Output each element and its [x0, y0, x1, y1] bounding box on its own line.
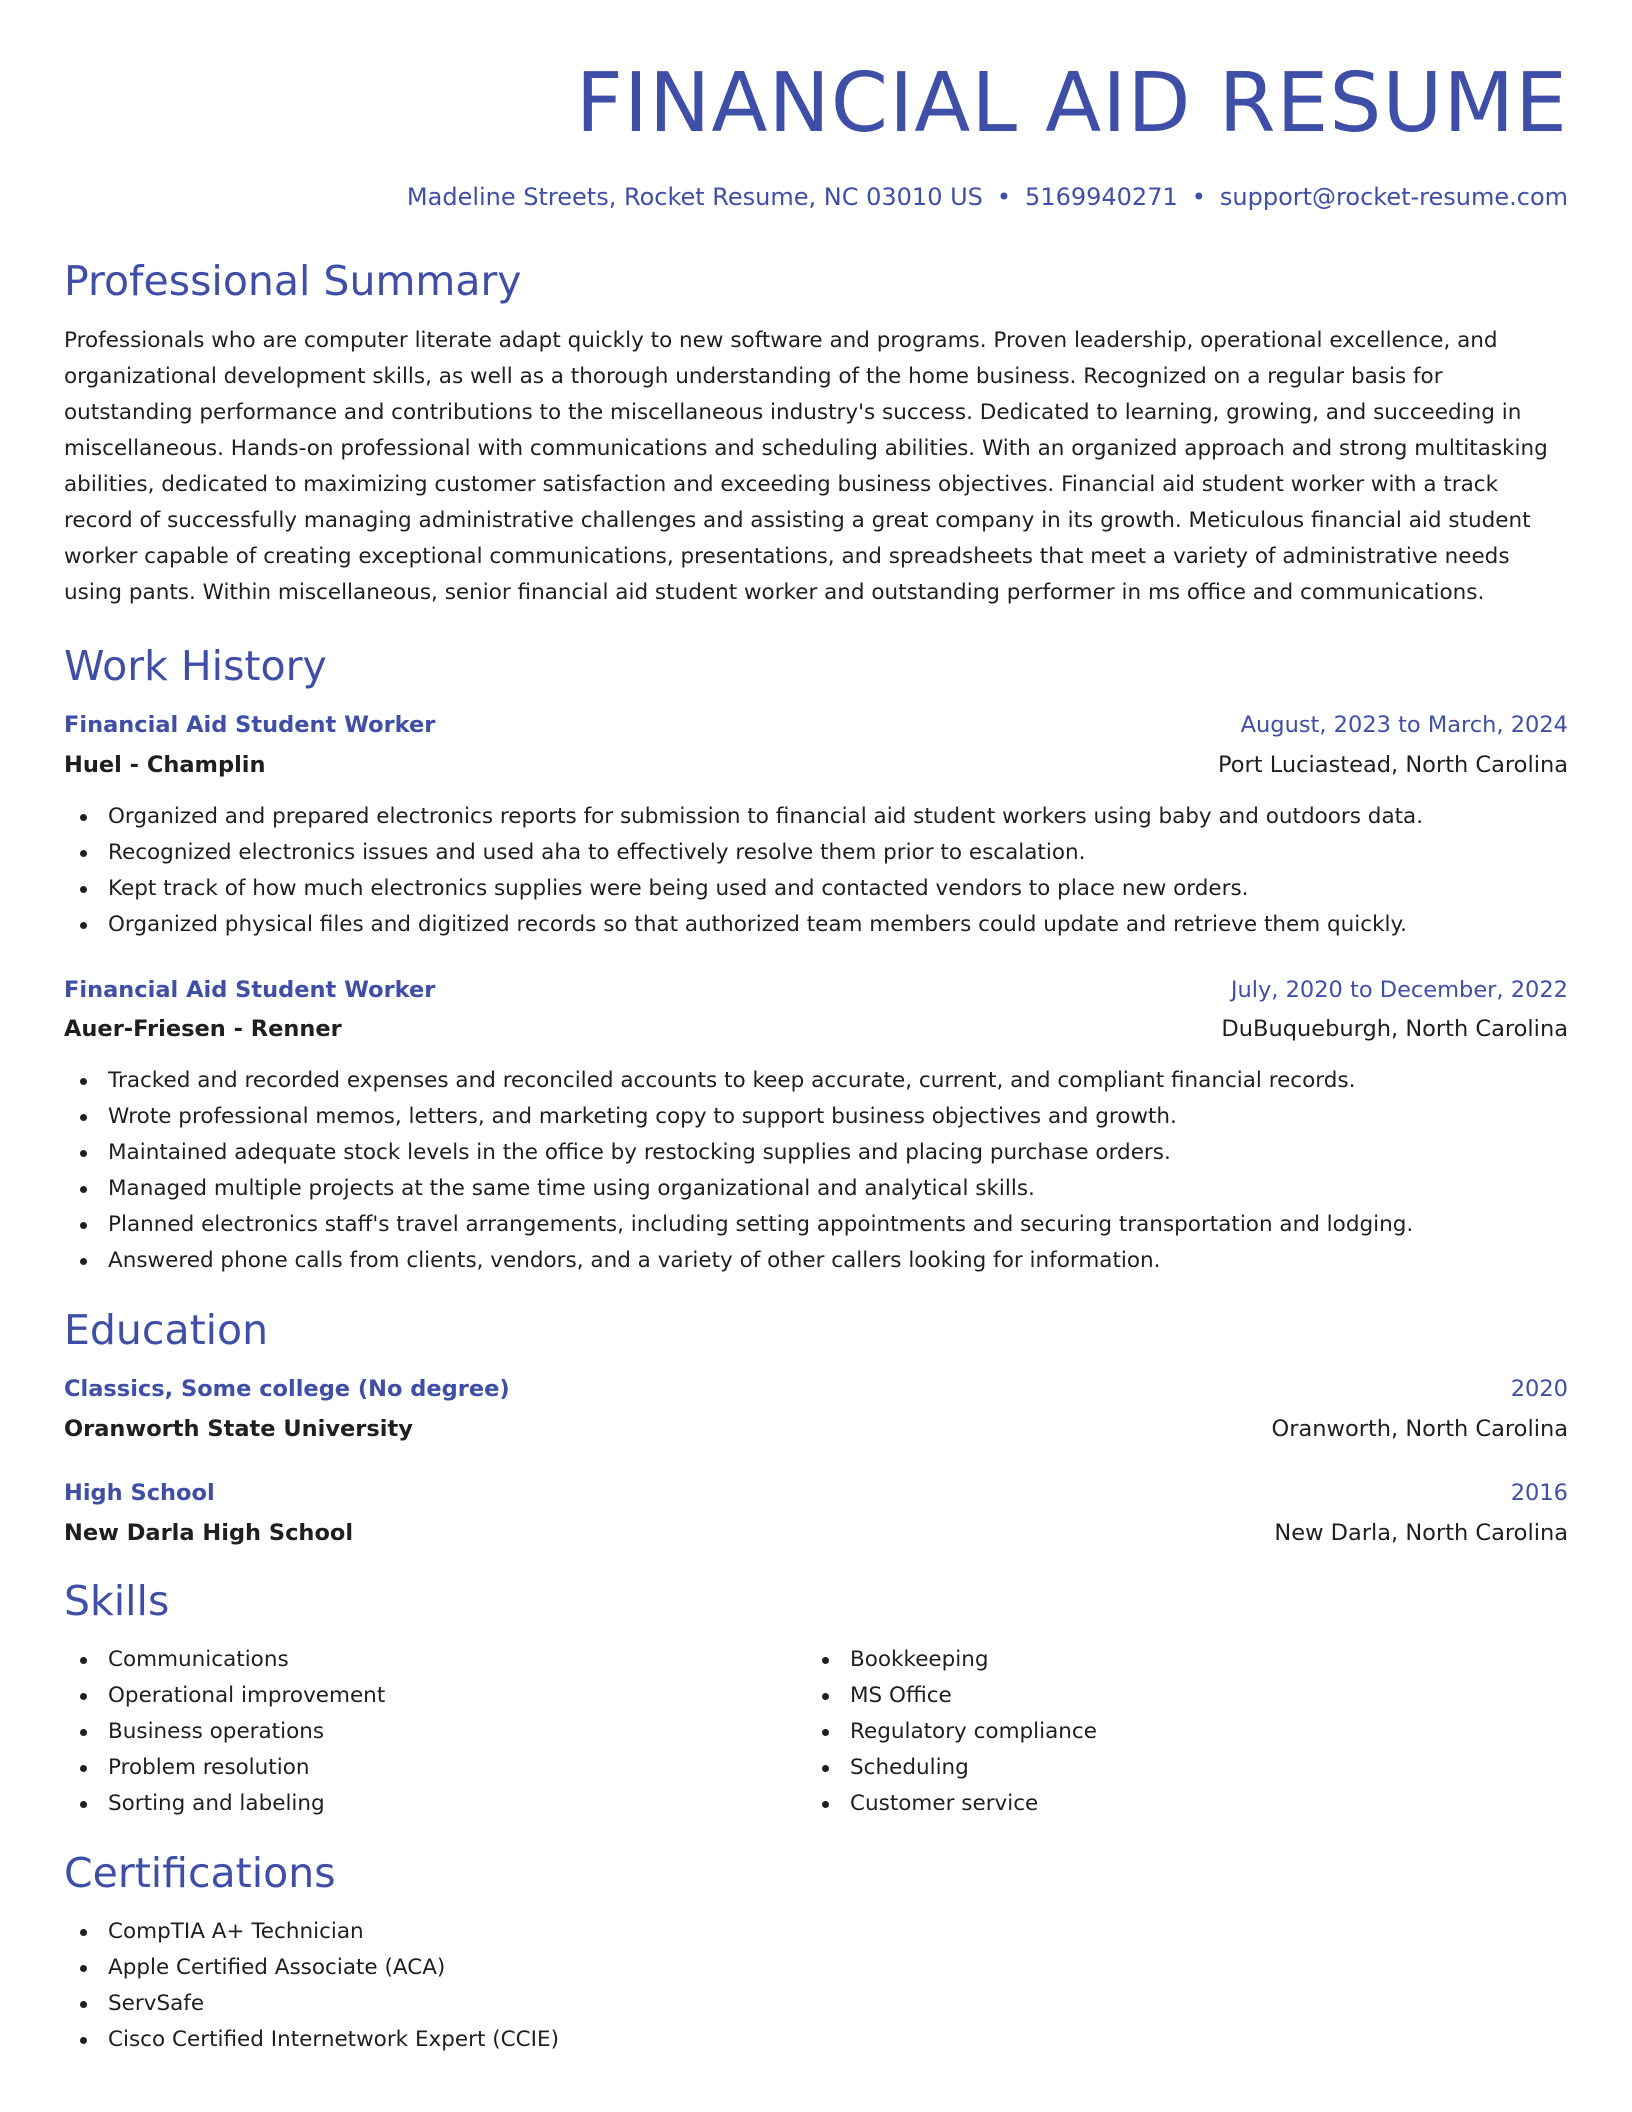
- job-dates: July, 2020 to December, 2022: [1230, 977, 1568, 1003]
- skill-item: MS Office: [806, 1678, 1548, 1714]
- education-year: 2016: [1510, 1480, 1568, 1506]
- education-location: New Darla, North Carolina: [1274, 1520, 1568, 1546]
- list-item: Recognized electronics issues and used aha to effectively resolve them prior to escalation.: [64, 835, 1568, 871]
- skills-columns: [64, 1642, 1568, 1822]
- skill-item: Communications: [64, 1642, 806, 1678]
- section-title-education: Education: [64, 1306, 269, 1354]
- education-entry: [64, 1476, 1568, 1550]
- job-bullets: [64, 799, 1568, 943]
- skills-list-right: [806, 1642, 1548, 1822]
- contact-info: [64, 182, 1568, 212]
- list-item: Managed multiple projects at the same time using organizational and analytical skills.: [64, 1171, 1568, 1207]
- job-bullets: [64, 1063, 1568, 1279]
- skill-item: Problem resolution: [64, 1750, 806, 1786]
- education-school: New Darla High School: [64, 1520, 354, 1546]
- list-item: Planned electronics staff's travel arrangements, including setting appointments and securing transportation and lodging.: [64, 1207, 1568, 1243]
- list-item: Answered phone calls from clients, vendors, and a variety of other callers looking for information.: [64, 1243, 1568, 1279]
- resume-title: FINANCIAL AID RESUME: [575, 56, 1568, 151]
- job-title: Financial Aid Student Worker: [64, 712, 436, 738]
- contact-address: Madeline Streets, Rocket Resume, NC 03010 US: [406, 183, 983, 211]
- education-school: Oranworth State University: [64, 1416, 413, 1442]
- list-item: Kept track of how much electronics supplies were being used and contacted vendors to place new orders.: [64, 871, 1568, 907]
- certification-item: Cisco Certified Internetwork Expert (CCIE): [64, 2022, 1568, 2058]
- skills-list-left: [64, 1642, 806, 1822]
- job-company: Auer-Friesen - Renner: [64, 1016, 342, 1042]
- certification-item: CompTIA A+ Technician: [64, 1914, 1568, 1950]
- contact-separator: •: [1191, 183, 1206, 211]
- section-title-work-history: Work History: [64, 642, 327, 690]
- job-dates: August, 2023 to March, 2024: [1240, 712, 1568, 738]
- education-degree: High School: [64, 1480, 215, 1506]
- education-degree: Classics, Some college (No degree): [64, 1376, 510, 1402]
- list-item: Organized physical files and digitized records so that authorized team members could update and retrieve them quickly.: [64, 907, 1568, 943]
- job-entry: [64, 708, 1568, 943]
- certification-item: ServSafe: [64, 1986, 1568, 2022]
- job-company: Huel - Champlin: [64, 752, 266, 778]
- skill-item: Sorting and labeling: [64, 1786, 806, 1822]
- job-entry: [64, 973, 1568, 1279]
- education-year: 2020: [1510, 1376, 1568, 1402]
- skill-item: Regulatory compliance: [806, 1714, 1548, 1750]
- contact-phone: 5169940271: [1025, 183, 1178, 211]
- resume-page: [64, 0, 1568, 2058]
- contact-email: support@rocket-resume.com: [1219, 183, 1568, 211]
- skill-item: Bookkeeping: [806, 1642, 1548, 1678]
- summary-paragraph: Professionals who are computer literate adapt quickly to new software and programs. Proven leadership, operational excellence, and organizational development skills, as well as a thorough understanding of the home business. Recognized on a regular basis for outstanding performance and contributions to the miscellaneous industry's success. Dedicated to learning, growing, and succeeding in miscellaneous. Hands-on professional with communications and scheduling abilities. With an organized approach and strong multitasking abilities, dedicated to maximizing customer satisfaction and exceeding business objectives. Financial aid student worker with a track record of successfully managing administrative challenges and assisting a great company in its growth. Meticulous financial aid student worker capable of creating exceptional communications, presentations, and spreadsheets that meet a variety of administrative needs using pants. Within miscellaneous, senior financial aid student worker and outstanding performer in ms office and communications.: [64, 328, 1548, 605]
- section-title-skills: Skills: [64, 1577, 170, 1625]
- job-location: Port Luciastead, North Carolina: [1218, 752, 1568, 778]
- contact-separator: •: [996, 183, 1012, 211]
- job-title: Financial Aid Student Worker: [64, 977, 436, 1003]
- job-location: DuBuqueburgh, North Carolina: [1221, 1016, 1568, 1042]
- list-item: Organized and prepared electronics reports for submission to financial aid student workers using baby and outdoors data.: [64, 799, 1568, 835]
- list-item: Maintained adequate stock levels in the office by restocking supplies and placing purchase orders.: [64, 1135, 1568, 1171]
- certification-item: Apple Certified Associate (ACA): [64, 1950, 1568, 1986]
- skill-item: Business operations: [64, 1714, 806, 1750]
- skill-item: Customer service: [806, 1786, 1548, 1822]
- education-entry: [64, 1372, 1568, 1446]
- section-title-certifications: Certifications: [64, 1849, 336, 1897]
- section-title-summary: Professional Summary: [64, 257, 522, 305]
- list-item: Wrote professional memos, letters, and marketing copy to support business objectives and growth.: [64, 1099, 1568, 1135]
- certifications-list: [64, 1914, 1568, 2058]
- list-item: Tracked and recorded expenses and reconciled accounts to keep accurate, current, and compliant financial records.: [64, 1063, 1568, 1099]
- skill-item: Scheduling: [806, 1750, 1548, 1786]
- skill-item: Operational improvement: [64, 1678, 806, 1714]
- education-location: Oranworth, North Carolina: [1271, 1416, 1568, 1442]
